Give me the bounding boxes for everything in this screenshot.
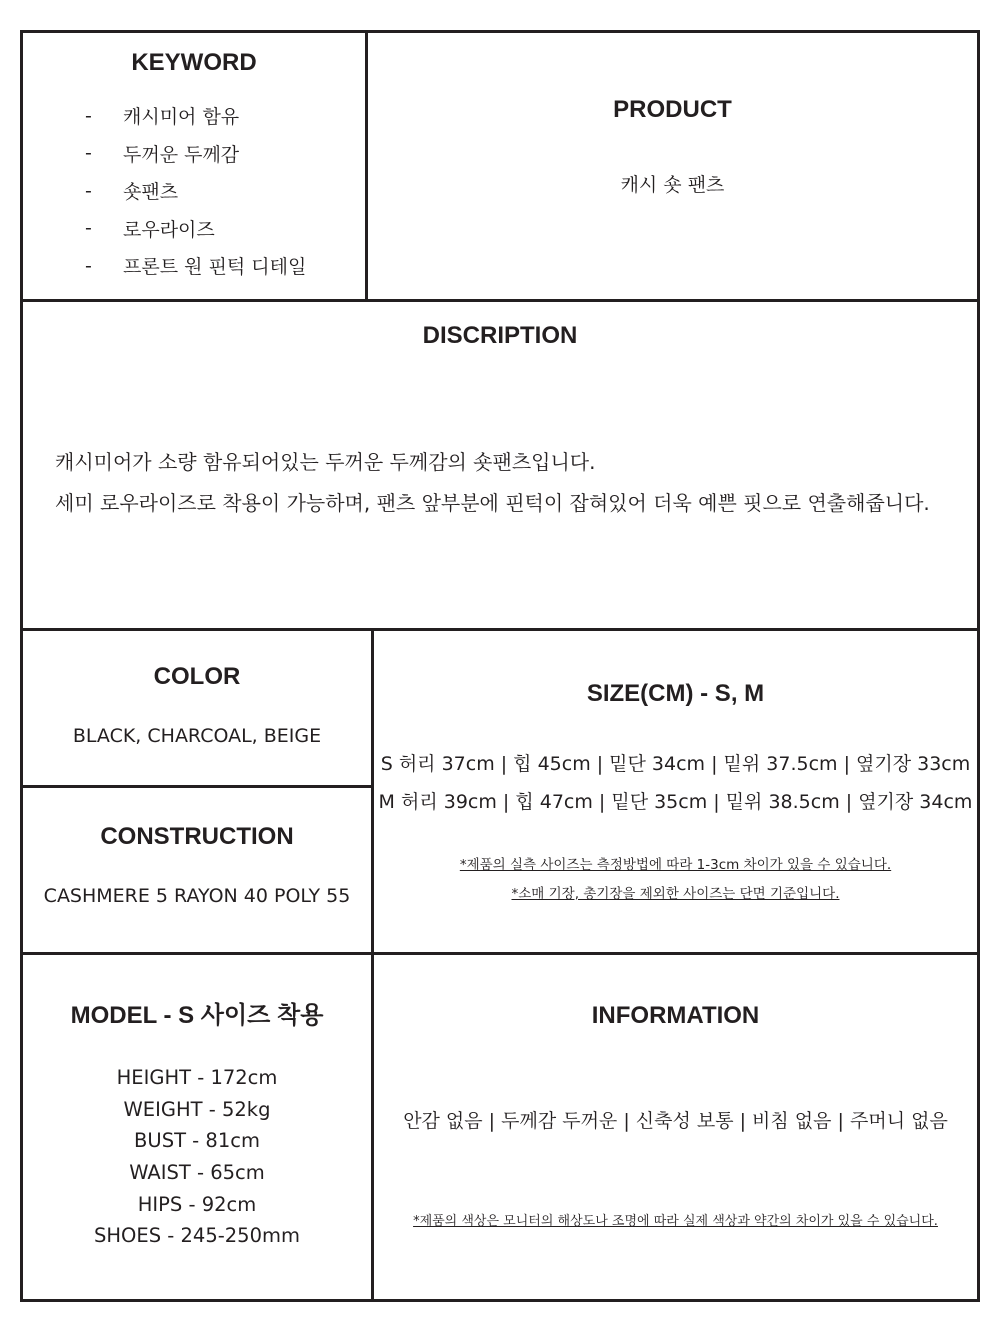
list-item: [85, 210, 306, 248]
list-item: [85, 172, 306, 210]
model-shoes: SHOES - 245-250mm: [94, 1224, 300, 1247]
color-cell: [23, 631, 371, 785]
size-title: SIZE(CM) - S, M: [586, 680, 765, 707]
list-item: [85, 135, 306, 173]
keyword-item-label: 두꺼운 두께감: [123, 143, 240, 166]
model-hips: HIPS - 92cm: [137, 1193, 257, 1216]
size-note-2: *소매 기장, 총기장을 제외한 사이즈는 단면 기준입니다.: [511, 886, 840, 902]
product-cell: [368, 33, 977, 299]
size-row-m: M 허리 39cm | 힙 47cm | 밑단 35cm | 밑위 38.5cm | 옆기장 34cm: [378, 791, 973, 813]
product-name: 캐시 숏 팬츠: [620, 174, 725, 196]
description-line-1: 캐시미어가 소량 함유되어있는 두꺼운 두께감의 숏팬츠입니다.: [55, 450, 596, 474]
keyword-cell: [23, 33, 365, 299]
information-cell: [374, 955, 977, 1299]
keyword-item-label: 프론트 원 핀턱 디테일: [123, 256, 307, 279]
information-note: *제품의 색상은 모니터의 해상도나 조명에 따라 실제 색상과 약간의 차이가 있을 수 있습니다.: [413, 1214, 938, 1229]
construction-title: CONSTRUCTION: [100, 823, 294, 850]
color-title: COLOR: [153, 663, 241, 690]
product-title: PRODUCT: [613, 96, 732, 123]
description-line-2: 세미 로우라이즈로 착용이 가능하며, 팬츠 앞부분에 핀턱이 잡혀있어 더욱 예쁜 핏으로 연출해줍니다.: [55, 491, 930, 515]
size-row-s: S 허리 37cm | 힙 45cm | 밑단 34cm | 밑위 37.5cm | 옆기장 33cm: [380, 753, 971, 775]
dash-bullet: -: [85, 217, 92, 240]
dash-bullet: -: [85, 142, 92, 165]
construction-value: CASHMERE 5 RAYON 40 POLY 55: [43, 885, 351, 907]
construction-cell: [23, 788, 371, 952]
size-cell: [374, 631, 977, 952]
model-weight: WEIGHT - 52kg: [123, 1098, 271, 1121]
description-cell: [23, 302, 977, 628]
keyword-title: KEYWORD: [131, 49, 257, 76]
model-cell: [23, 955, 371, 1299]
color-value: BLACK, CHARCOAL, BEIGE: [72, 725, 322, 747]
keyword-item-label: 로우라이즈: [123, 218, 215, 241]
list-item: [85, 97, 306, 135]
description-title: DISCRIPTION: [422, 322, 578, 349]
information-title: INFORMATION: [591, 1002, 760, 1029]
list-item: [85, 247, 306, 285]
keyword-item-label: 숏팬츠: [123, 181, 179, 204]
size-note-1: *제품의 실측 사이즈는 측정방법에 따라 1-3cm 차이가 있을 수 있습니다.: [459, 857, 892, 873]
dash-bullet: -: [85, 179, 92, 202]
product-info-table: [20, 30, 980, 1302]
model-waist: WAIST - 65cm: [129, 1161, 265, 1184]
dash-bullet: -: [85, 104, 92, 127]
model-height: HEIGHT - 172cm: [116, 1066, 278, 1089]
model-bust: BUST - 81cm: [134, 1129, 260, 1152]
model-title: MODEL - S 사이즈 착용: [70, 1002, 324, 1029]
information-value: 안감 없음 | 두께감 두꺼운 | 신축성 보통 | 비침 없음 | 주머니 없음: [403, 1110, 948, 1132]
keyword-list: [85, 97, 306, 285]
keyword-item-label: 캐시미어 함유: [123, 106, 240, 129]
dash-bullet: -: [85, 254, 92, 277]
